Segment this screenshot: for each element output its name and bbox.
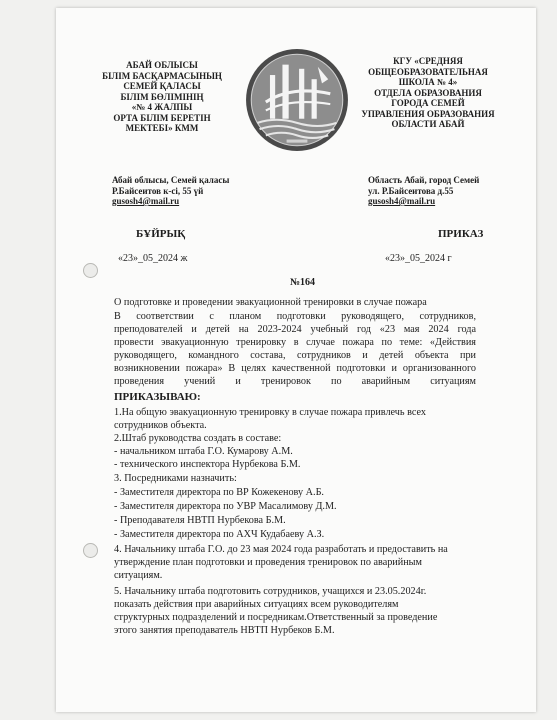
order-number: №164 [290, 277, 316, 288]
punch-hole [83, 263, 98, 278]
header-left: АБАЙ ОБЛЫСЫ БІЛІМ БАСҚАРМАСЫНЫҢ СЕМЕЙ ҚАЛАСЫ БІЛІМ БӨЛІМІНІҢ «№ 4 ЖАЛПЫ ОРТА БІЛІМ БЕРЕТІН МЕКТЕБІ» КММ [102, 60, 222, 133]
item-line: 2.Штаб руководства создать в составе: [114, 433, 282, 444]
order-title-ru: ПРИКАЗ [438, 228, 484, 240]
address-right: Область Абай, город Семей ул. Р.Байсеитова д.55 gusosh4@mail.ru [368, 175, 480, 206]
intro-line: провести эвакуационную тренировку в случае пожара по теме: «Действия [114, 337, 476, 348]
intro-line: В соответствии с планом подготовки руководящего, сотрудников, [114, 311, 476, 322]
order-title-kz: БҰЙРЫҚ [136, 228, 186, 240]
order-date-ru: «23»_05_2024 г [385, 253, 452, 264]
email-link-right[interactable]: gusosh4@mail.ru [368, 196, 436, 206]
email-link-left[interactable]: gusosh4@mail.ru [112, 196, 180, 206]
item-line: - Заместителя директора по УВР Масалимову Д.М. [114, 501, 337, 512]
item-line: 4. Начальнику штаба Г.О. до 23 мая 2024 года разработать и предоставить на [114, 544, 448, 555]
school-emblem-icon [245, 48, 349, 152]
item-line: - начальником штаба Г.О. Кумарову А.М. [114, 446, 293, 457]
intro-line: возникновении пожара» В целях качественной подготовки и организованного [114, 363, 476, 374]
item-line: сотрудников объекта. [114, 420, 207, 431]
item-line: утверждение план подготовки и проведения тренировок по аварийным [114, 557, 422, 568]
item-line: 1.На общую эвакуационную тренировку в случае пожара привлечь всех [114, 407, 426, 418]
intro-line: преподователей и детей на 2023-2024 учебный год «23 мая 2024 года [114, 324, 476, 335]
item-line: показать действия при аварийных ситуациях всем руководителям [114, 599, 399, 610]
item-line: ситуациям. [114, 570, 163, 581]
intro-line: проведения учений и тренировок по аварийным ситуациям [114, 376, 476, 387]
order-date-kz: «23»_05_2024 ж [118, 253, 188, 264]
item-line: - Преподавателя НВТП Нурбекова Б.М. [114, 515, 286, 526]
item-line: - Заместителя директора по АХЧ Кудабаеву А.З. [114, 529, 325, 540]
order-word: ПРИКАЗЫВАЮ: [114, 391, 201, 403]
item-line: 5. Начальнику штаба подготовить сотрудников, учащихся и 23.05.2024г. [114, 586, 427, 597]
item-line: - Заместителя директора по ВР Кожекенову А.Б. [114, 487, 324, 498]
address-left: Абай облысы, Семей қаласы Р.Байсеитов к-сі, 55 үй gusosh4@mail.ru [112, 175, 230, 206]
item-line: этого занятия преподаватель НВТП Нурбеков Б.М. [114, 625, 335, 636]
item-line: - технического инспектора Нурбекова Б.М. [114, 459, 301, 470]
item-line: структурных подразделений и посредникам.Ответственный за проведение [114, 612, 438, 623]
punch-hole [83, 543, 98, 558]
item-line: 3. Посредниками назначить: [114, 473, 237, 484]
header-right: КГУ «СРЕДНЯЯ ОБЩЕОБРАЗОВАТЕЛЬНАЯ ШКОЛА № 4» ОТДЕЛА ОБРАЗОВАНИЯ ГОРОДА СЕМЕЙ УПРАВЛЕНИЯ ОБРАЗОВАНИЯ ОБЛАСТИ АБАЙ [361, 56, 495, 129]
intro-line: руководящего, командного состава, сотрудников и детей объекта при [114, 350, 476, 361]
order-subject: О подготовке и проведении эвакуационной тренировки в случае пожара [114, 297, 427, 308]
